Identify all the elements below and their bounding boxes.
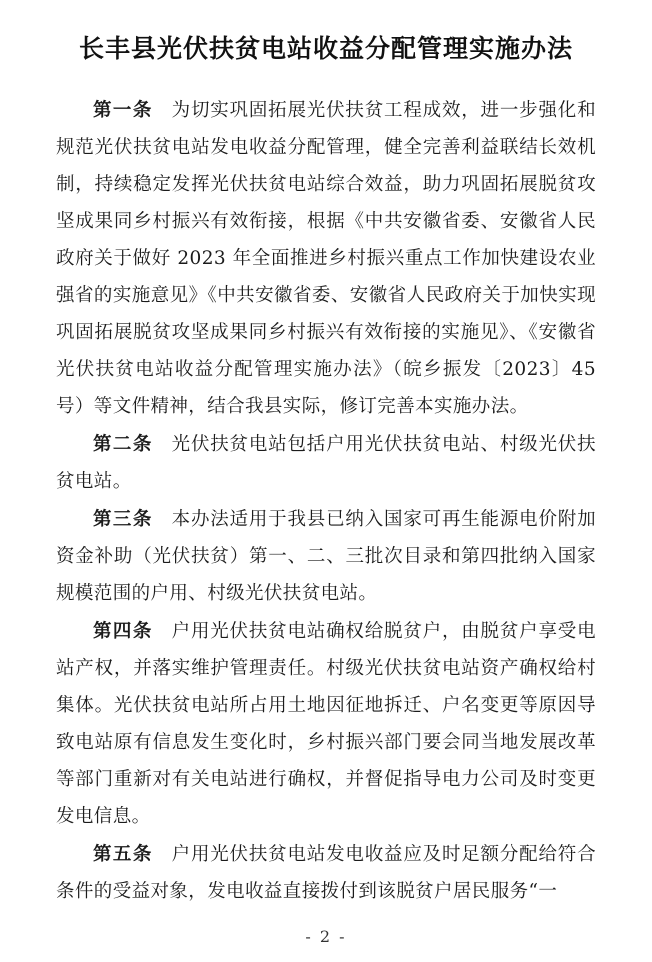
article-label-4: 第四条: [93, 620, 153, 642]
article-label-5: 第五条: [93, 843, 153, 865]
article-text-5: 户用光伏扶贫电站发电收益应及时足额分配给符合条件的受益对象，发电收益直接拨付到该脱贫户居民服务“一: [56, 843, 596, 902]
article-text-2: 光伏扶贫电站包括户用光伏扶贫电站、村级光伏扶贫电站。: [56, 433, 596, 492]
page-title: 长丰县光伏扶贫电站收益分配管理实施办法: [78, 34, 573, 63]
article-text-4: 户用光伏扶贫电站确权给脱贫户，由脱贫户享受电站产权，并落实维护管理责任。村级光伏扶贫电站资产确权给村集体。光伏扶贫电站所占用土地因征地拆迁、户名变更等原因导致电站原有信息发生变化时，乡村振兴部门要会同当地发展改革等部门重新对有关电站进行确权，并督促指导电力公司及时变更发电信息。: [56, 620, 596, 827]
article-text-3: 本办法适用于我县已纳入国家可再生能源电价附加资金补助（光伏扶贫）第一、二、三批次目录和第四批纳入国家规模范围的户用、村级光伏扶贫电站。: [56, 508, 596, 604]
paragraph-article-2: [56, 426, 596, 500]
page-number: - 2 -: [305, 927, 347, 946]
article-label-1: 第一条: [93, 99, 153, 121]
paragraph-article-3: [56, 501, 596, 612]
paragraph-article-5: [56, 836, 596, 910]
document-body: [56, 92, 596, 937]
article-text-1: 为切实巩固拓展光伏扶贫工程成效，进一步强化和规范光伏扶贫电站发电收益分配管理，健全完善利益联结长效机制，持续稳定发挥光伏扶贫电站综合效益，助力巩固拓展脱贫攻坚成果同乡村振兴有效衔接，根据《中共安徽省委、安徽省人民政府关于做好 2023 年全面推进乡村振兴重点工作加快建设农业强省的实施意见》《中共安徽省委、安徽省人民政府关于加快实现巩固拓展脱贫攻坚成果同乡村振兴有效衔接的实施见》、《安徽省光伏扶贫电站收益分配管理实施办法》（皖乡振发〔2023〕45号）等文件精神，结合我县实际，修订完善本实施办法。: [56, 99, 596, 417]
article-label-2: 第二条: [93, 433, 153, 455]
paragraph-article-1: [56, 92, 596, 425]
article-label-3: 第三条: [93, 508, 153, 530]
paragraph-article-4: [56, 613, 596, 835]
